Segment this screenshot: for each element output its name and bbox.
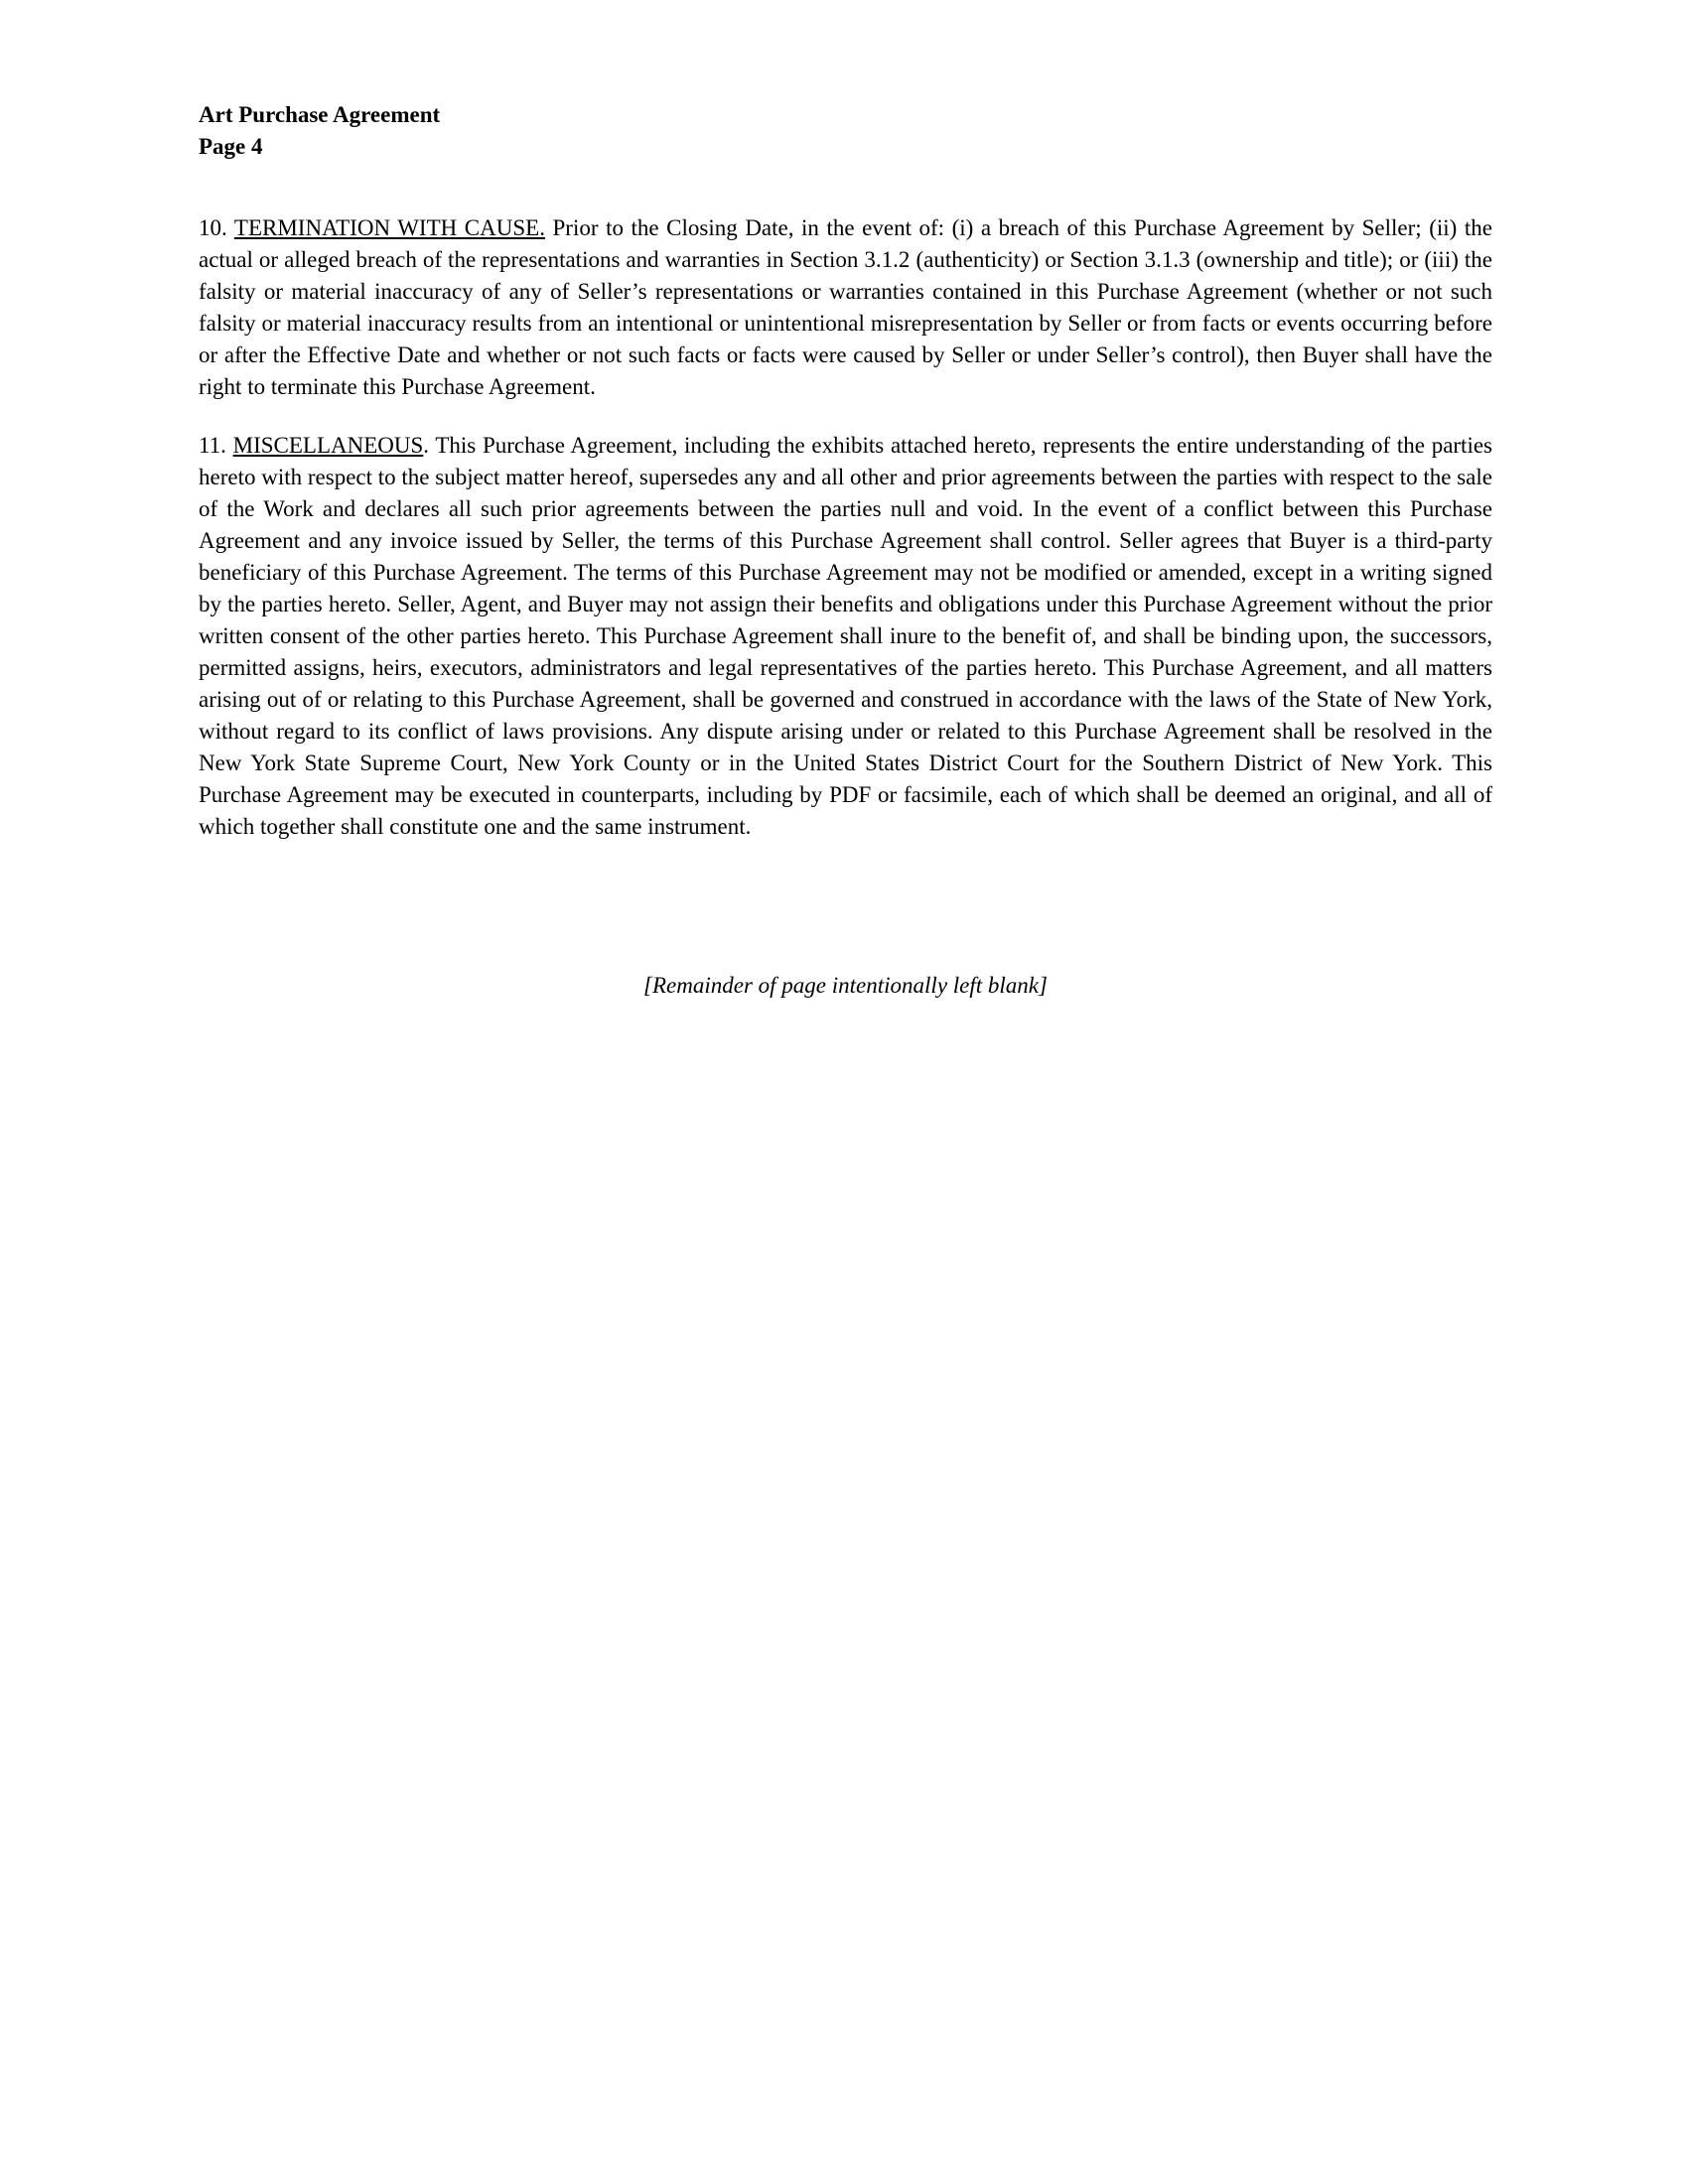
document-title: Art Purchase Agreement: [199, 102, 441, 127]
page-number-label: Page 4: [199, 134, 263, 159]
section-11-body: This Purchase Agreement, including the exhibits attached hereto, represents the entire understanding of the parties hereto with respect to the subject matter hereof, supersedes any and all other and prior agreements between the parties with respect to the sale of the Work and declares all such prior agreements between the parties null and void. In the event of a conflict between this Purchase Agreement and any invoice issued by Seller, the terms of this Purchase Agreement shall control. Seller agrees that Buyer is a third-party beneficiary of this Purchase Agreement. The terms of this Purchase Agreement may not be modified or amended, except in a writing signed by the parties hereto. Seller, Agent, and Buyer may not assign their benefits and obligations under this Purchase Agreement without the prior written consent of the other parties hereto. This Purchase Agreement shall inure to the benefit of, and shall be binding upon, the successors, permitted assigns, heirs, executors, administrators and legal representatives of the parties hereto. This Purchase Agreement, and all matters arising out of or relating to this Purchase Agreement, shall be governed and construed in accordance with the laws of the State of New York, without regard to its conflict of laws provisions. Any dispute arising under or related to this Purchase Agreement shall be resolved in the New York State Supreme Court, New York County or in the United States District Court for the Southern District of New York. This Purchase Agreement may be executed in counterparts, including by PDF or facsimile, each of which shall be deemed an original, and all of which together shall constitute one and the same instrument.: [199, 433, 1493, 839]
section-11-heading: MISCELLANEOUS: [232, 433, 424, 458]
document-header: [199, 99, 1492, 163]
section-10-termination-paragraph: [199, 212, 1492, 403]
section-11-miscellaneous-paragraph: [199, 430, 1492, 843]
section-10-body: Prior to the Closing Date, in the event of: (i) a breach of this Purchase Agreement by Seller; (ii) the actual or alleged breach of the representations and warranties in Section 3.1.2 (authenticity) or Section 3.1.3 (ownership and title); or (iii) the falsity or material inaccuracy of any of Seller’s representations or warranties contained in this Purchase Agreement (whether or not such falsity or material inaccuracy results from an intentional or unintentional misrepresentation by Seller or from facts or events occurring before or after the Effective Date and whether or not such facts or facts were caused by Seller or under Seller’s control), then Buyer shall have the right to terminate this Purchase Agreement.: [199, 215, 1492, 399]
section-11-number: 11.: [199, 433, 226, 458]
section-10-heading: TERMINATION WITH CAUSE.: [233, 215, 545, 240]
remainder-blank-note: [Remainder of page intentionally left blank]: [643, 973, 1048, 998]
section-10-number: 10.: [199, 215, 227, 240]
section-11-heading-sep: .: [423, 433, 430, 458]
